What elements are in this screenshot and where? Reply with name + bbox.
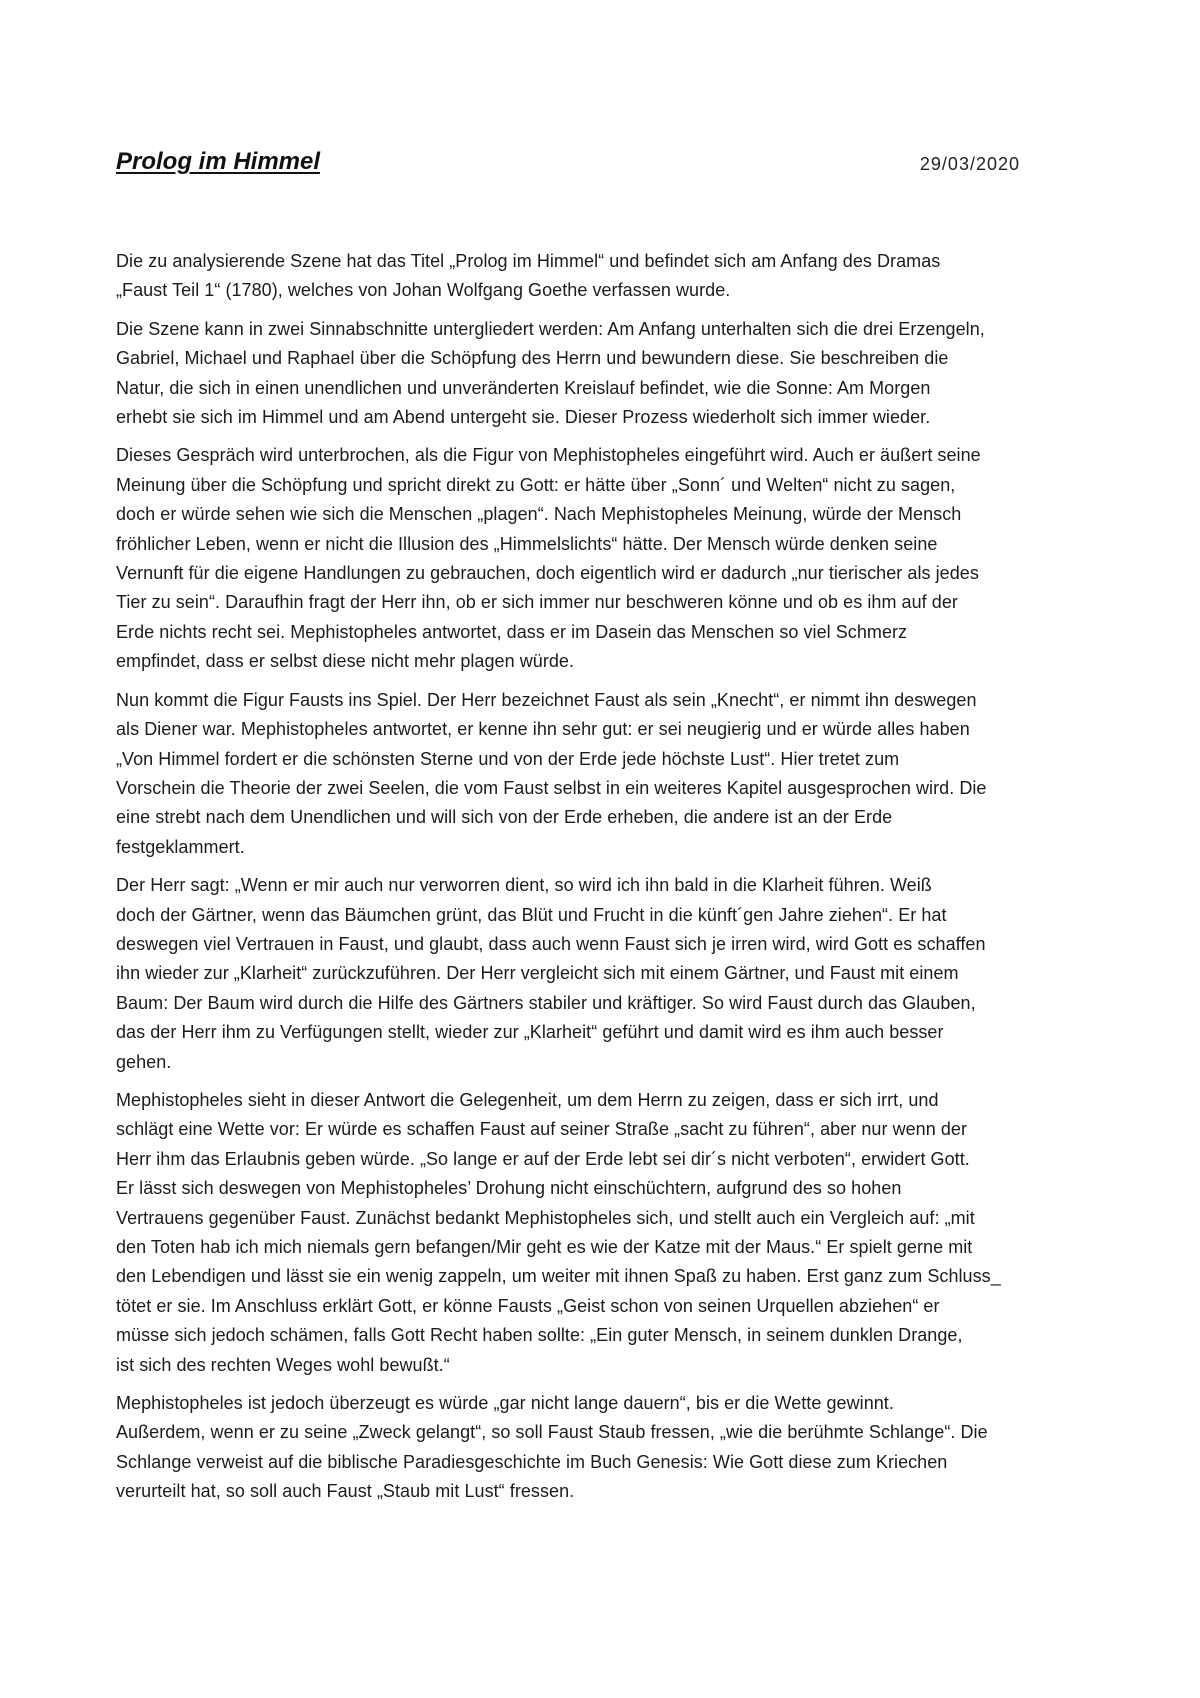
paragraph-line: „Faust Teil 1“ (1780), welches von Johan Wolfgang Goethe verfassen wurde.: [116, 280, 731, 301]
paragraph-line: erhebt sie sich im Himmel und am Abend untergeht sie. Dieser Prozess wiederholt sich immer wieder.: [116, 407, 931, 428]
paragraph-line: gehen.: [116, 1051, 172, 1072]
paragraph-line: fröhlicher Leben, wenn er nicht die Illusion des „Himmelslichts“ hätte. Der Mensch würde denken seine: [116, 533, 938, 554]
paragraph-line: Mephistopheles ist jedoch überzeugt es würde „gar nicht lange dauern“, bis er die Wette gewinnt.: [116, 1393, 894, 1414]
paragraph-line: Vernunft für die eigene Handlungen zu gebrauchen, doch eigentlich wird er dadurch „nur tierischer als jedes: [116, 563, 979, 584]
paragraph-line: müsse sich jedoch schämen, falls Gott Recht haben sollte: „Ein guter Mensch, in seinem dunklen Drange,: [116, 1325, 963, 1346]
document-date: 29/03/2020: [919, 154, 1020, 174]
paragraph-line: „Von Himmel fordert er die schönsten Sterne und von der Erde jede höchste Lust“. Hier tretet zum: [116, 748, 900, 769]
paragraph: [116, 1086, 1088, 1380]
paragraph-line: den Toten hab ich mich niemals gern befangen/Mir geht es wie der Katze mit der Maus.“ Er spielt gerne mit: [116, 1237, 973, 1257]
paragraph-line: Baum: Der Baum wird durch die Hilfe des Gärtners stabiler und kräftiger. So wird Faust durch das Glauben,: [116, 992, 976, 1013]
paragraph-line: eine strebt nach dem Unendlichen und will sich von der Erde erheben, die andere ist an der Erde: [116, 807, 893, 828]
paragraph-line: verurteilt hat, so soll auch Faust „Staub mit Lust“ fressen.: [116, 1481, 575, 1502]
paragraph-line: Vertrauens gegenüber Faust. Zunächst bedankt Mephistopheles sich, und stellt auch ein Vergleich auf: „mit: [116, 1207, 975, 1228]
paragraph-line: Herr ihm das Erlaubnis geben würde. „So lange er auf der Erde lebt sei dir´s nicht verboten“, erwidert Gott.: [116, 1148, 970, 1169]
paragraph: [116, 247, 1088, 306]
paragraph-line: als Diener war. Mephistopheles antwortet, er kenne ihn sehr gut: er sei neugierig und er würde alles haben: [116, 719, 970, 740]
paragraph: [116, 1389, 1088, 1507]
paragraph-line: ihn wieder zur „Klarheit“ zurückzuführen. Der Herr vergleicht sich mit einem Gärtner, und Faust mit einem: [116, 963, 959, 984]
paragraph-line: Tier zu sein“. Daraufhin fragt der Herr ihn, ob er sich immer nur beschweren könne und ob es ihm auf der: [116, 592, 958, 613]
paragraph: [116, 871, 1088, 1077]
paragraph-line: Schlange verweist auf die biblische Paradiesgeschichte im Buch Genesis: Wie Gott diese zum Kriechen: [116, 1451, 948, 1472]
paragraph-line: Dieses Gespräch wird unterbrochen, als die Figur von Mephistopheles eingeführt wird. Auch er äußert seine: [116, 445, 981, 466]
paragraph-line: das der Herr ihm zu Verfügungen stellt, wieder zur „Klarheit“ geführt und damit wird es ihm auch besser: [116, 1022, 944, 1043]
document-body: [116, 247, 1088, 1516]
paragraph-line: doch der Gärtner, wenn das Bäumchen grünt, das Blüt und Frucht in die künft´gen Jahre ziehen“. Er hat: [116, 904, 947, 925]
paragraph-line: den Lebendigen und lässt sie ein wenig zappeln, um weiter mit ihnen Spaß zu haben. Erst ganz zum Schluss_: [116, 1266, 1001, 1287]
paragraph-line: Gabriel, Michael und Raphael über die Schöpfung des Herrn und bewundern diese. Sie beschreiben die: [116, 348, 949, 369]
paragraph-line: Vorschein die Theorie der zwei Seelen, die vom Faust selbst in ein weiteres Kapitel ausgesprochen wird. Die: [116, 777, 987, 798]
paragraph-line: Er lässt sich deswegen von Mephistopheles’ Drohung nicht einschüchtern, aufgrund des so hohen: [116, 1178, 902, 1199]
paragraph-line: doch er würde sehen wie sich die Menschen „plagen“. Nach Mephistopheles Meinung, würde der Mensch: [116, 504, 962, 525]
paragraph-line: Nun kommt die Figur Fausts ins Spiel. Der Herr bezeichnet Faust als sein „Knecht“, er nimmt ihn deswegen: [116, 689, 977, 710]
paragraph-line: Der Herr sagt: „Wenn er mir auch nur verworren dient, so wird ich ihn bald in die Klarheit führen. Weiß: [116, 875, 932, 896]
paragraph: [116, 441, 1088, 676]
paragraph-line: Erde nichts recht sei. Mephistopheles antwortet, dass er im Dasein das Menschen so viel Schmerz: [116, 621, 908, 642]
document-header: [116, 148, 1020, 188]
paragraph-line: Meinung über die Schöpfung und spricht direkt zu Gott: er hätte über „Sonn´ und Welten“ nicht zu sagen,: [116, 474, 956, 495]
paragraph: [116, 686, 1088, 862]
paragraph-line: empfindet, dass er selbst diese nicht mehr plagen würde.: [116, 651, 575, 672]
paragraph-line: schlägt eine Wette vor: Er würde es schaffen Faust auf seiner Straße „sacht zu führen“, aber nur wenn der: [116, 1119, 968, 1140]
paragraph-line: festgeklammert.: [116, 836, 245, 857]
paragraph-line: Natur, die sich in einen unendlichen und unveränderten Kreislauf befindet, wie die Sonne: Am Morgen: [116, 377, 931, 398]
document-title: Prolog im Himmel: [116, 148, 321, 175]
paragraph-line: Mephistopheles sieht in dieser Antwort die Gelegenheit, um dem Herrn zu zeigen, dass er sich irrt, und: [116, 1089, 939, 1110]
paragraph-line: Außerdem, wenn er zu seine „Zweck gelangt“, so soll Faust Staub fressen, „wie die berühmte Schlange“. Die: [116, 1422, 988, 1443]
paragraph-line: ist sich des rechten Weges wohl bewußt.“: [116, 1354, 450, 1375]
paragraph: [116, 315, 1088, 433]
paragraph-line: tötet er sie. Im Anschluss erklärt Gott, er könne Fausts „Geist schon von seinen Urquellen abziehen“ er: [116, 1295, 940, 1316]
paragraph-line: Die zu analysierende Szene hat das Titel „Prolog im Himmel“ und befindet sich am Anfang des Dramas: [116, 251, 941, 271]
paragraph-line: Die Szene kann in zwei Sinnabschnitte untergliedert werden: Am Anfang unterhalten sich die drei Erzengeln,: [116, 318, 985, 339]
paragraph-line: deswegen viel Vertrauen in Faust, und glaubt, dass auch wenn Faust sich je irren wird, wird Gott es schaffen: [116, 933, 986, 954]
